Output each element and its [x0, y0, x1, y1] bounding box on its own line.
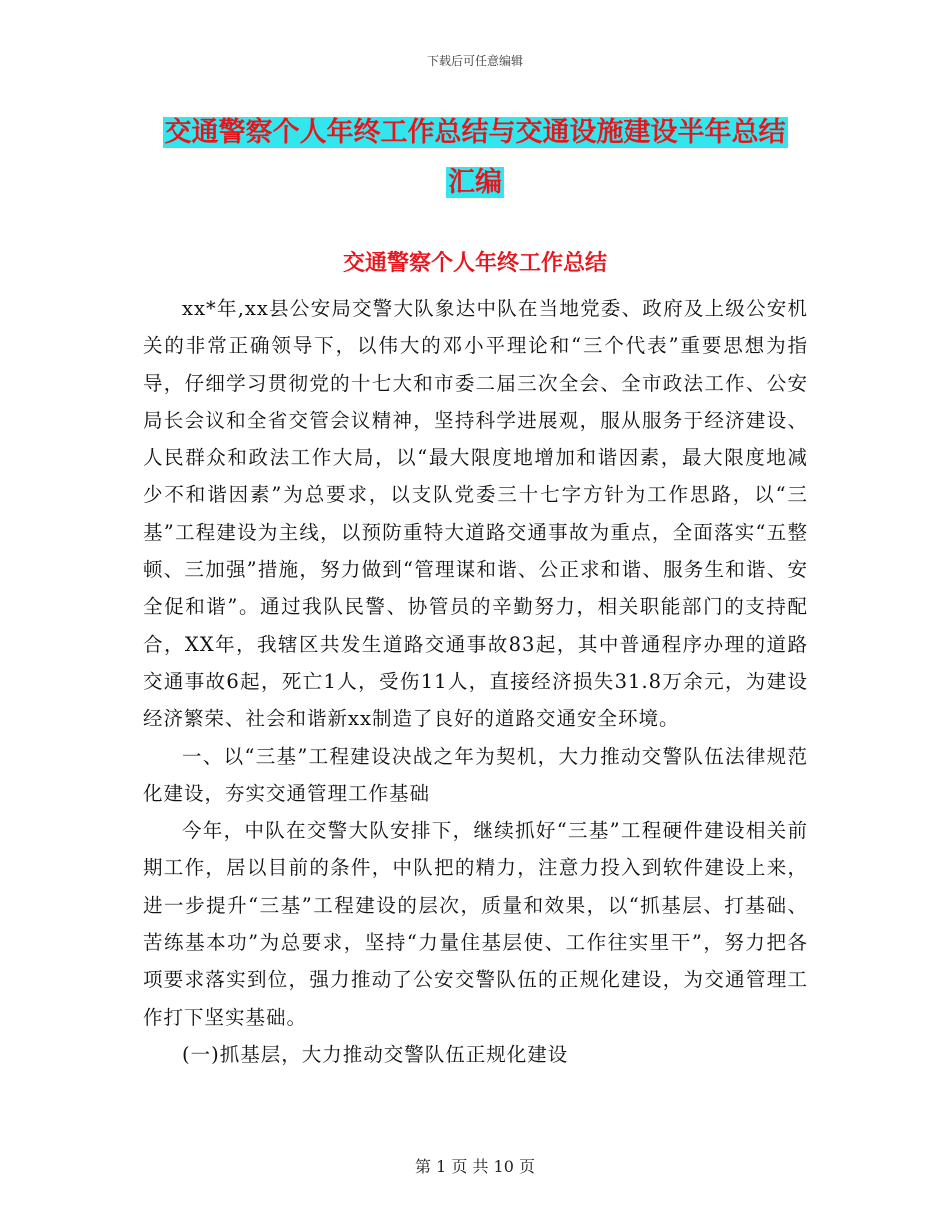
section-title: 交通警察个人年终工作总结 [342, 250, 607, 276]
document-title [0, 108, 950, 208]
header-note: 下载后可任意编辑 [426, 54, 523, 68]
paragraph-heading-1: 一、以“三基”工程建设决战之年为契机，大力推动交警队伍法律规范化建设，夯实交通管理工作基础 [143, 744, 808, 805]
document-body [143, 290, 808, 1073]
title-line-1: 交通警察个人年终工作总结与交通设施建设半年总结 [164, 117, 786, 148]
title-line-2: 汇编 [448, 167, 502, 198]
paragraph-body-2: 今年，中队在交警大队安排下，继续抓好“三基”工程硬件建设相关前期工作，居以目前的条件，中队把的精力，注意力投入到软件建设上来，进一步提升“三基”工程建设的层次，质量和效果，以“抓基层、打基础、苦练基本功”为总要求，坚持“力量住基层使、工作往实里干”，努力把各项要求落实到位，强力推动了公安交警队伍的正规化建设，为交通管理工作打下坚实基础。 [143, 819, 808, 1029]
paragraph-subheading-1: (一)抓基层，大力推动交警队伍正规化建设 [182, 1042, 569, 1066]
page-footer: 第 1 页 共 10 页 [415, 1157, 535, 1176]
paragraph-intro: xx*年,xx县公安局交警大队象达中队在当地党委、政府及上级公安机关的非常正确领导下，以伟大的邓小平理论和“三个代表”重要思想为指导，仔细学习贯彻党的十七大和市委二届三次全会、全市政法工作、公安局长会议和全省交管会议精神，坚持科学进展观，服从服务于经济建设、人民群众和政法工作大局，以“最大限度地增加和谐因素，最大限度地减少不和谐因素”为总要求，以支队党委三十七字方针为工作思路，以“三基”工程建设为主线，以预防重特大道路交通事故为重点，全面落实“五整顿、三加强”措施，努力做到“管理谋和谐、公正求和谐、服务生和谐、安全促和谐”。通过我队民警、协管员的辛勤努力，相关职能部门的支持配合，XX年，我辖区共发生道路交通事故83起，其中普通程序办理的道路交通事故6起，死亡1人，受伤11人，直接经济损失31.8万余元，为建设经济繁荣、社会和谐新xx制造了良好的道路交通安全环境。 [143, 297, 808, 731]
